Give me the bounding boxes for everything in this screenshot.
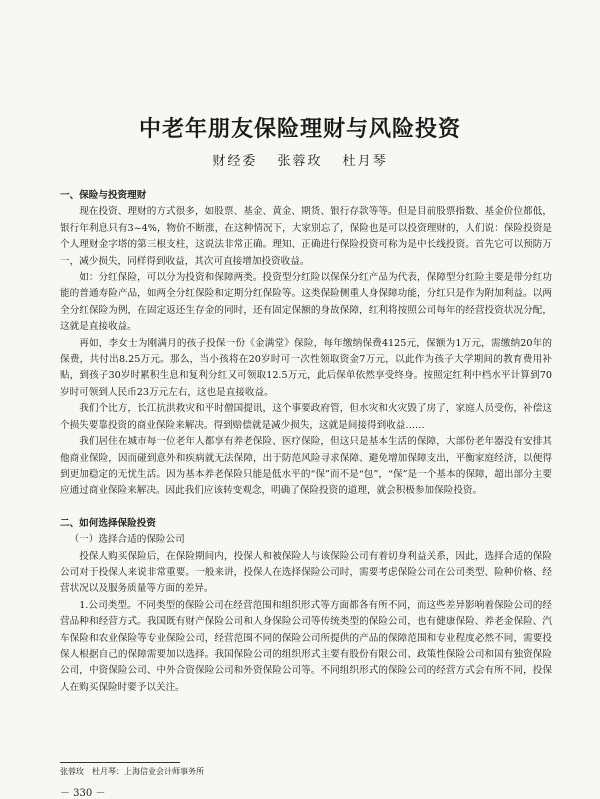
footnote-divider xyxy=(60,762,180,763)
article-authors: 财经委 张蓉玫 杜月琴 xyxy=(212,154,388,169)
author-footnote: 张蓉玫 杜月琴：上海信业会计师事务所 xyxy=(60,767,204,776)
section-heading: 二、如何选择保险投资 xyxy=(60,517,156,529)
paragraph: 如：分红保险，可以分为投资和保障两类。投资型分红险以保保分红产品为代表，保障型分红险主要是带分红功能的普通寿险产品，如两全分红保险和定期分红保险等。这类保险侧重人身保障功能，分红只是作为附加利益。以两全分红保险为例，在固定返还生存金的同时，还有固定保额的身故保障，红利将按照公司每年的经营投资状况分配，这就是直接收益。 xyxy=(60,272,552,333)
paragraph: 1.公司类型。不同类型的保险公司在经营范围和组织形式等方面都各有所不同，而这些差异影响着保险公司的经营品种和经营方式。我国既有财产保险公司和人身保险公司等传统类型的保险公司，也有健康保险、养老金保险、汽车保险和农业保险等专业保险公司，经营范围不同的保险公司所提供的产品的保障范围和专业程度必然不同，需要投保人根据自己的保障需要加以选择。我国保险公司的组织形式主要有股份有限公司、政策性保险公司和国有独资保险公司，中资保险公司、中外合资保险公司和外资保险公司等。不同组织形式的保险公司的经营方式会有所不同，投保人在购买保险时要予以关注。 xyxy=(60,599,552,693)
paragraph: 投保人购买保险后，在保险期间内，投保人和被保险人与该保险公司有着切身利益关系，因此，选择合适的保险公司对于投保人来说非常重要。一般来讲，投保人在选择保险公司时，需要考虑保险公司在公司类型、险种价格、经营状况以及服务质量等方面的差异。 xyxy=(60,550,552,595)
article-body xyxy=(60,188,552,696)
paragraph: 再如，李女士为刚满月的孩子投保一份《金满堂》保险，每年缴纳保费4125元，保额为1万元，需缴纳20年的保费，共付出8.25万元。那么，当小孩将在20岁时可一次性领取资金7万元，以此作为孩子大学期间的教育费用补贴，到孩子30岁时累积生息和复利分红又可领取12.5万元，此后保单依然享受终身。按照定红利中档水平计算到70岁时可领到人民币23万元左右，这也是直接收益。 xyxy=(60,337,552,398)
paragraph: 我们居住在城市每一位老年人都享有养老保险、医疗保险，但这只是基本生活的保障，大部份老年器没有安排其他商业保险，因而碰到意外和疾病就无法保障，出于防范风险寻求保障、避免增加保障支出，平衡家庭经济，以便得到更加稳定的无忧生活。因为基本养老保险只能是低水平的“保”而不是“包”，“保”是一个基本的保障，超出部分主要应通过商业保险来解决。因此我们应该转变观念，明确了保险投资的道理，就会积极参加保险投资。 xyxy=(60,436,552,497)
article-title: 中老年朋友保险理财与风险投资 xyxy=(138,116,461,142)
section-heading: 一、保险与投资理财 xyxy=(60,190,147,201)
paragraph: 现在投资、理财的方式很多，如股票、基金、黄金、期货、银行存款等等。但是目前股票指数、基金价位都低，银行年利息只有3~4%，物价不断涨，在这种情况下，大家别忘了，保险也是可以投资理财的，人们说：保险投资是个人理财金字塔的第三根支柱，这说法非常正确。理知、正确进行保险投资可称为是中长线投资。首先它可以预防万一，减少损失，同样得到收益，其次可直接增加投资收益。 xyxy=(60,206,552,267)
subsection-heading: （一）选择合适的保险公司 xyxy=(69,534,185,546)
page-number: － 330 － xyxy=(60,788,106,799)
section-spacer xyxy=(60,500,552,516)
paragraph: 我们个比方，长江抗洪救灾和平时僧国提讯，这个事要政府管，但水灾和火灾毁了房了，家庭人员受伤，补偿这个损失要靠投资的商业保险来解决。得到赔偿就是减少损失，这就是间接得到收益…… xyxy=(60,403,552,431)
